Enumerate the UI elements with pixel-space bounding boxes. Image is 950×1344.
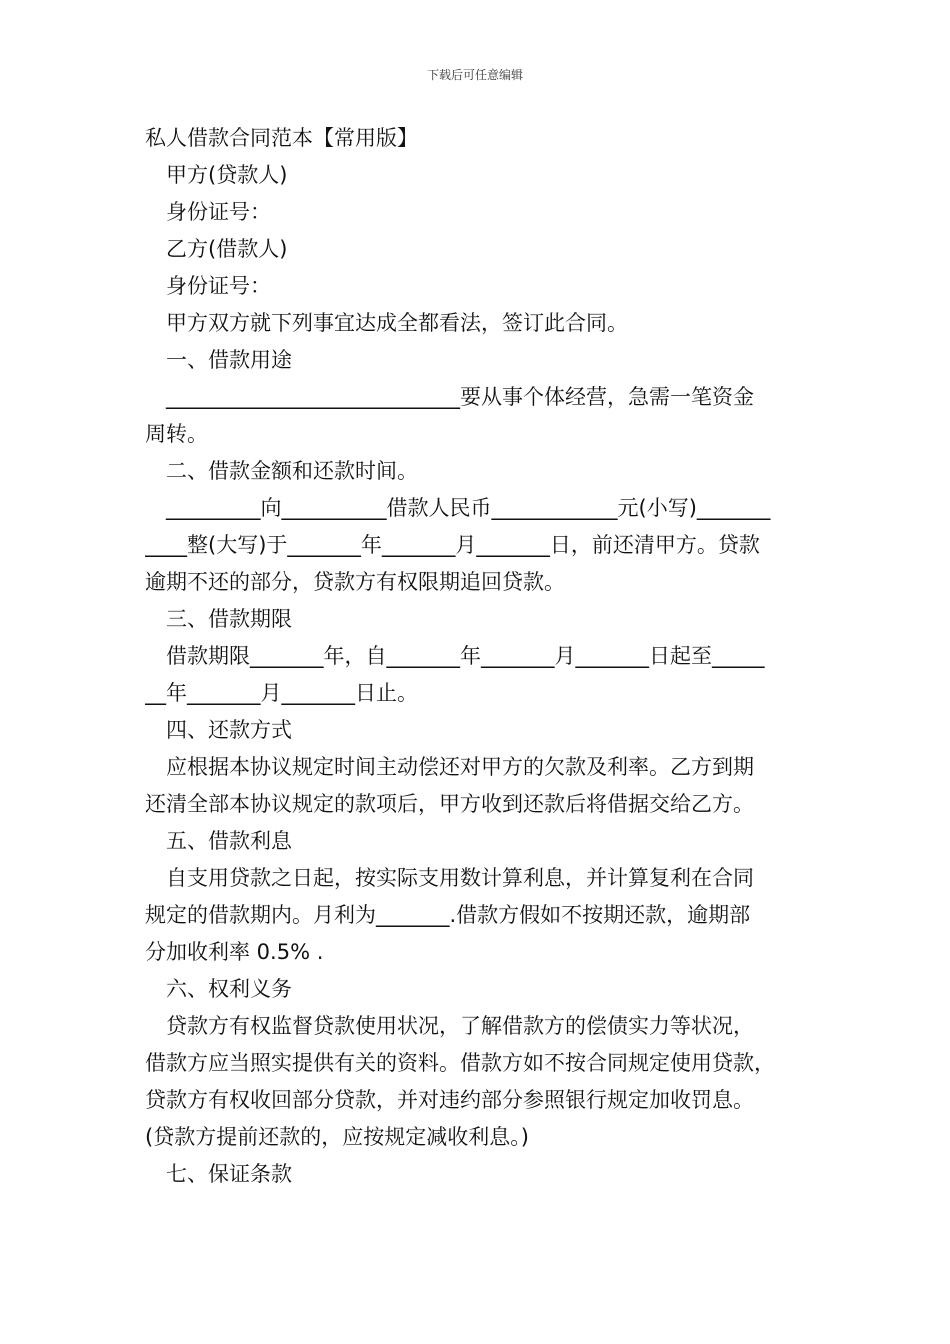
document-line: ____________________________要从事个体经营，急需一笔资金 [166, 385, 754, 409]
document-line: 四、还款方式 [166, 718, 292, 742]
document-line: 三、借款期限 [166, 607, 292, 631]
document-body [145, 157, 810, 1193]
contract-document [145, 120, 810, 1193]
document-line: ____整(大写)于_______年_______月_______日，前还清甲方。贷款 [145, 533, 760, 557]
document-line: 逾期不还的部分，贷款方有权限期追回贷款。 [145, 570, 565, 594]
document-line: 规定的借款期内。月利为_______.借款方假如不按期还款，逾期部 [145, 903, 751, 927]
document-line: 应根据本协议规定时间主动偿还对甲方的欠款及利率。乙方到期 [166, 755, 754, 779]
document-line: 甲方双方就下列事宜达成全都看法，签订此合同。 [166, 311, 628, 335]
document-line: 乙方(借款人) [166, 237, 288, 261]
document-line: 周转。 [145, 422, 208, 446]
document-line: 自支用贷款之日起，按实际支用数计算利息，并计算复利在合同 [166, 866, 754, 890]
document-title: 私人借款合同范本【常用版】 [145, 126, 418, 150]
document-line: 一、借款用途 [166, 348, 292, 372]
document-line: 五、借款利息 [166, 829, 292, 853]
document-line: 身份证号： [166, 200, 271, 224]
document-line: 贷款方有权监督贷款使用状况，了解借款方的偿债实力等状况， [166, 1014, 754, 1038]
document-line: 借款期限_______年，自_______年_______月_______日起至_____ [166, 644, 765, 668]
document-line: 甲方(贷款人) [166, 163, 288, 187]
document-line: 贷款方有权收回部分贷款，并对违约部分参照银行规定加收罚息。 [145, 1088, 754, 1112]
document-line: 二、借款金额和还款时间。 [166, 459, 418, 483]
document-line: 借款方应当照实提供有关的资料。借款方如不按合同规定使用贷款， [145, 1051, 775, 1075]
document-line: 身份证号： [166, 274, 271, 298]
document-line: 分加收利率 0.5% . [145, 940, 324, 964]
document-line: 六、权利义务 [166, 977, 292, 1001]
document-line: _________向__________借款人民币____________元(小写)_______ [166, 496, 771, 520]
document-line: 还清全部本协议规定的款项后，甲方收到还款后将借据交给乙方。 [145, 792, 754, 816]
document-line: 七、保证条款 [166, 1162, 292, 1186]
page-header-note: 下载后可任意编辑 [426, 68, 523, 82]
document-line: (贷款方提前还款的，应按规定减收利息。) [145, 1125, 529, 1149]
document-line: __年_______月_______日止。 [145, 681, 418, 705]
